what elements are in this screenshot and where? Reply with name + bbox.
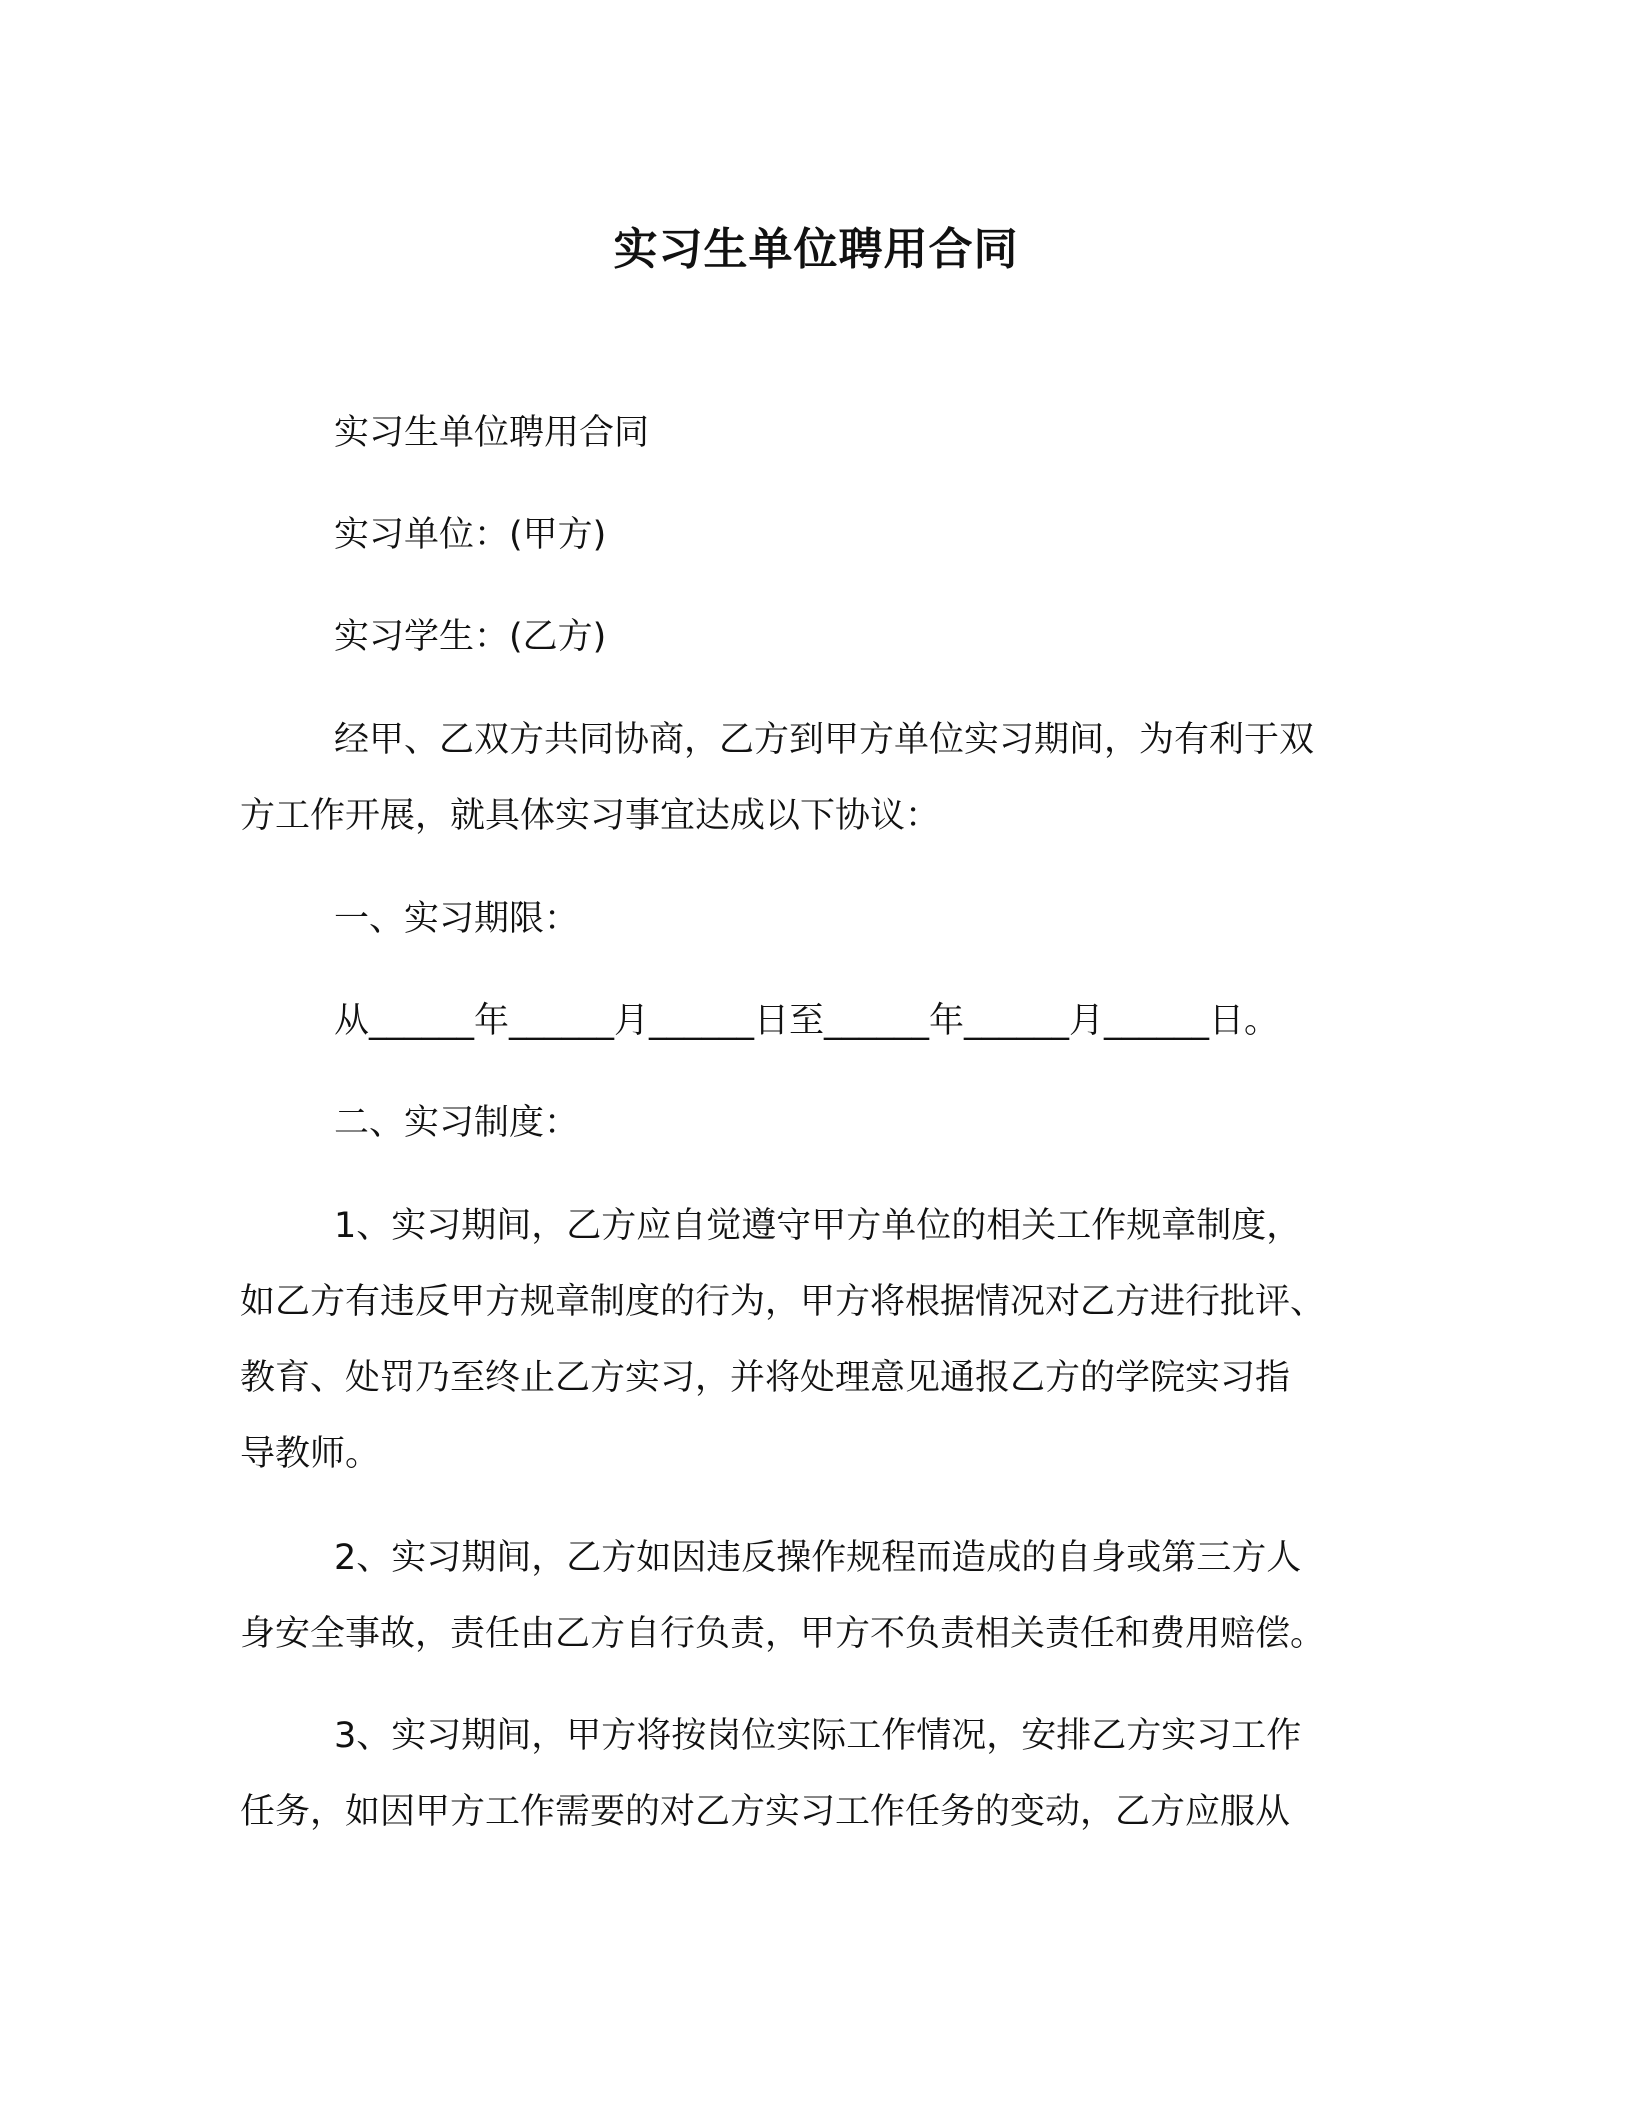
item3-line-1: 3、实习期间，甲方将按岗位实际工作情况，安排乙方实习工作	[334, 1716, 1302, 1756]
document-subtitle: 实习生单位聘用合同	[334, 413, 650, 453]
intro-line-2: 方工作开展，就具体实习事宜达成以下协议：	[240, 796, 941, 836]
item2-line-2: 身安全事故，责任由乙方自行负责，甲方不负责相关责任和费用赔偿。	[240, 1614, 1326, 1654]
party-a-line: 实习单位：(甲方)	[334, 515, 607, 555]
intro-line-1: 经甲、乙双方共同协商，乙方到甲方单位实习期间，为有利于双	[334, 720, 1315, 760]
item2-paragraph	[240, 1520, 1390, 1672]
item1-line-1: 1、实习期间，乙方应自觉遵守甲方单位的相关工作规章制度，	[334, 1206, 1302, 1246]
item3-paragraph	[240, 1698, 1390, 1850]
item2-line-1: 2、实习期间，乙方如因违反操作规程而造成的自身或第三方人	[334, 1538, 1302, 1578]
document-title: 实习生单位聘用合同	[613, 224, 1019, 275]
party-b-line: 实习学生：(乙方)	[334, 617, 607, 657]
section2-heading: 二、实习制度：	[334, 1103, 580, 1143]
section1-dates: 从______年______月______日至______年______月______日。	[334, 1001, 1280, 1041]
item1-line-2: 如乙方有违反甲方规章制度的行为，甲方将根据情况对乙方进行批评、	[240, 1282, 1326, 1322]
item1-line-4: 导教师。	[240, 1434, 381, 1474]
intro-paragraph	[240, 702, 1390, 854]
item1-line-3: 教育、处罚乃至终止乙方实习，并将处理意见通报乙方的学院实习指	[240, 1358, 1291, 1398]
item1-paragraph	[240, 1188, 1390, 1492]
section1-heading: 一、实习期限：	[334, 899, 580, 939]
item3-line-2: 任务，如因甲方工作需要的对乙方实习工作任务的变动，乙方应服从	[240, 1792, 1291, 1832]
